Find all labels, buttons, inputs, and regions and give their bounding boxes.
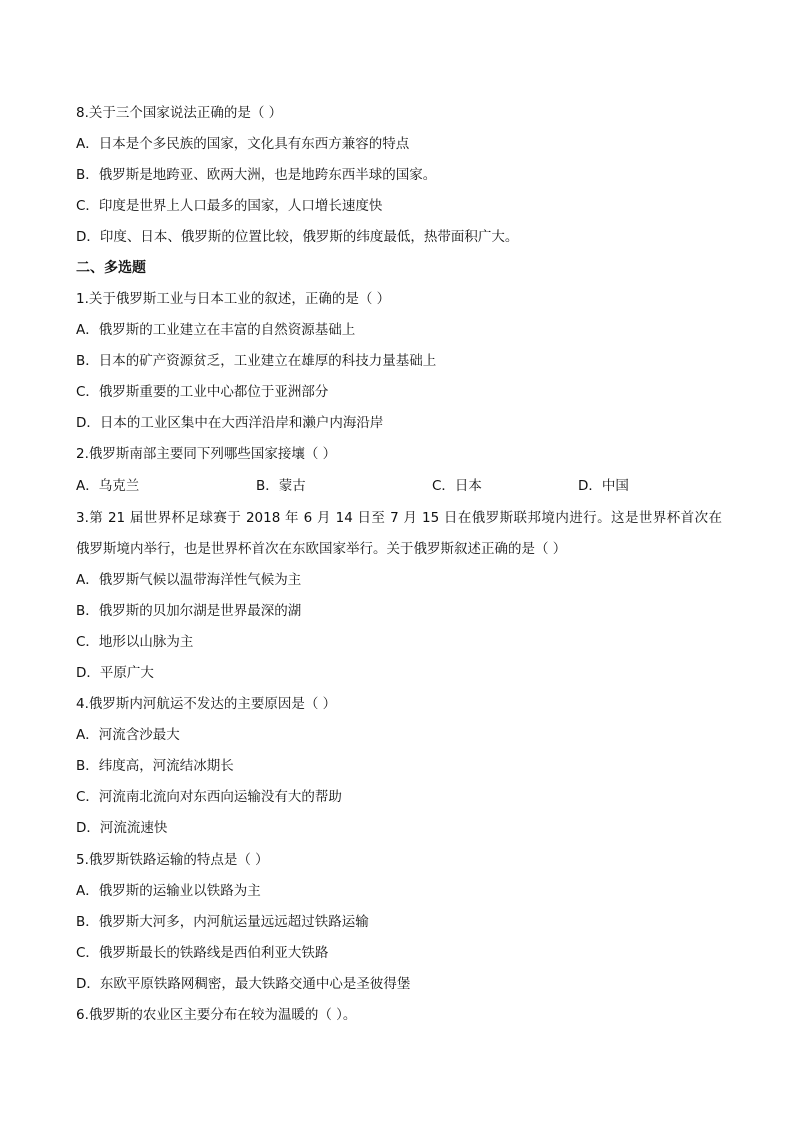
q8-option-c: C．印度是世界上人口最多的国家，人口增长速度快 <box>76 198 383 214</box>
m1-option-a: A．俄罗斯的工业建立在丰富的自然资源基础上 <box>76 322 356 338</box>
m4-option-d: D．河流流速快 <box>76 820 168 836</box>
m1-option-d: D．日本的工业区集中在大西洋沿岸和濑户内海沿岸 <box>76 415 384 431</box>
m4-option-a: A．河流含沙最大 <box>76 727 180 743</box>
m5-option-d: D．东欧平原铁路网稠密，最大铁路交通中心是圣彼得堡 <box>76 976 411 992</box>
q8-stem: 8.关于三个国家说法正确的是（ ） <box>76 105 283 121</box>
m5-option-b: B．俄罗斯大河多，内河航运量远远超过铁路运输 <box>76 914 369 930</box>
q8-option-b: B．俄罗斯是地跨亚、欧两大洲，也是地跨东西半球的国家。 <box>76 167 437 183</box>
m1-option-b: B．日本的矿产资源贫乏，工业建立在雄厚的科技力量基础上 <box>76 353 437 369</box>
m2-stem: 2.俄罗斯南部主要同下列哪些国家接壤（ ） <box>76 446 337 462</box>
m3-stem-line1: 3.第 21 届世界杯足球赛于 2018 年 6 月 14 日至 7 月 15 日在俄罗斯联邦境内进行。这是世界杯首次在 <box>76 510 722 526</box>
m1-stem: 1.关于俄罗斯工业与日本工业的叙述，正确的是（ ） <box>76 291 391 307</box>
m1-option-c: C．俄罗斯重要的工业中心都位于亚洲部分 <box>76 384 329 400</box>
q8-option-a: A．日本是个多民族的国家，文化具有东西方兼容的特点 <box>76 136 410 152</box>
m2-option-b: B．蒙古 <box>256 478 306 494</box>
q8-option-d: D．印度、日本、俄罗斯的位置比较，俄罗斯的纬度最低，热带面积广大。 <box>76 229 519 245</box>
m3-stem-line2: 俄罗斯境内举行，也是世界杯首次在东欧国家举行。关于俄罗斯叙述正确的是（ ） <box>76 541 567 557</box>
m3-option-b: B．俄罗斯的贝加尔湖是世界最深的湖 <box>76 603 302 619</box>
m4-option-b: B．纬度高，河流结冰期长 <box>76 758 234 774</box>
section-heading: 二、多选题 <box>76 260 146 276</box>
m3-option-c: C．地形以山脉为主 <box>76 634 194 650</box>
m4-stem: 4.俄罗斯内河航运不发达的主要原因是（ ） <box>76 696 337 712</box>
m6-stem: 6.俄罗斯的农业区主要分布在较为温暖的（ ）。 <box>76 1007 357 1023</box>
m4-option-c: C．河流南北流向对东西向运输没有大的帮助 <box>76 789 342 805</box>
m5-option-a: A．俄罗斯的运输业以铁路为主 <box>76 883 261 899</box>
m5-option-c: C．俄罗斯最长的铁路线是西伯利亚大铁路 <box>76 945 329 961</box>
m3-option-d: D．平原广大 <box>76 665 154 681</box>
m2-option-a: A．乌克兰 <box>76 478 140 494</box>
m2-option-c: C．日本 <box>432 478 482 494</box>
m2-option-d: D．中国 <box>578 478 629 494</box>
m3-option-a: A．俄罗斯气候以温带海洋性气候为主 <box>76 572 302 588</box>
m5-stem: 5.俄罗斯铁路运输的特点是（ ） <box>76 852 269 868</box>
